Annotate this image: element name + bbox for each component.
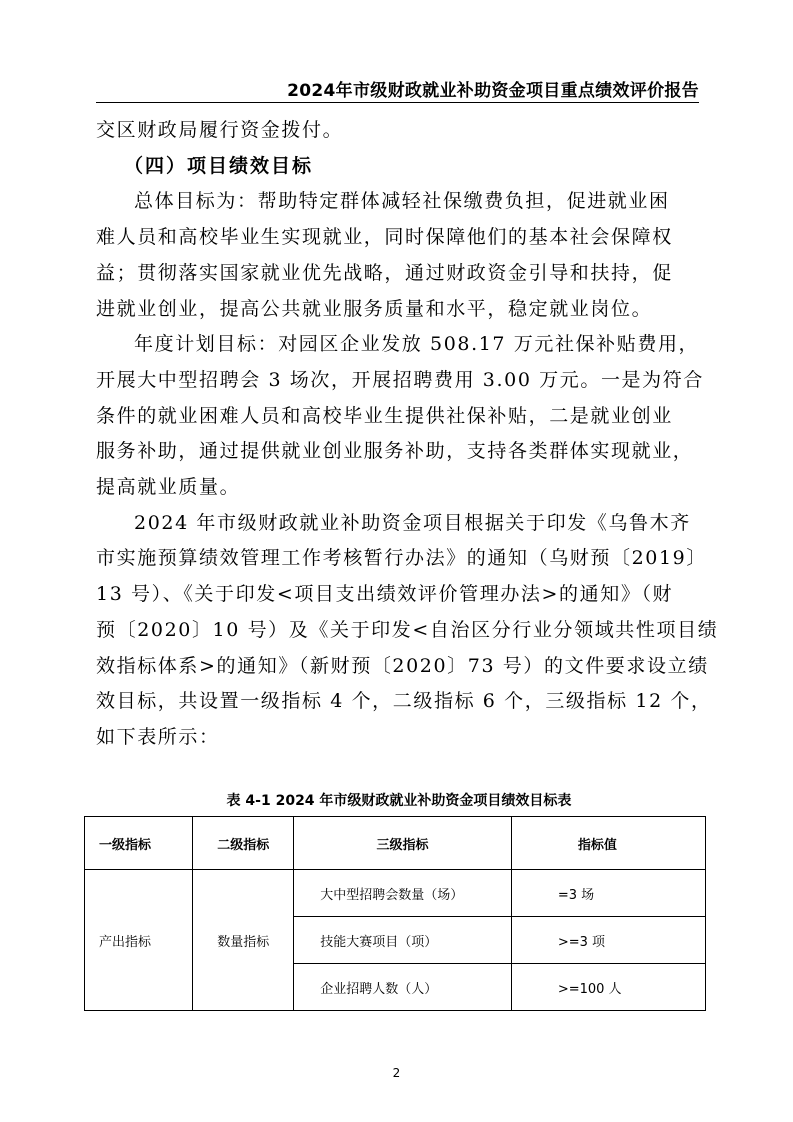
indicator-value-cell: >=3 项 — [511, 917, 705, 964]
paragraph-line: 进就业创业，提高公共就业服务质量和水平，稳定就业岗位。 — [96, 297, 653, 320]
level3-indicator-cell: 技能大赛项目（项） — [294, 917, 512, 964]
column-header: 三级指标 — [294, 817, 512, 870]
table-row — [85, 870, 706, 917]
paragraph-line: 交区财政局履行资金拨付。 — [96, 119, 344, 141]
level1-indicator-cell: 产出指标 — [85, 870, 193, 1011]
paragraph-line: 如下表所示： — [96, 725, 220, 748]
section-heading: （四）项目绩效目标 — [124, 154, 314, 177]
indicator-value-cell: >=100 人 — [511, 964, 705, 1011]
table-caption: 表 4-1 2024 年市级财政就业补助资金项目绩效目标表 — [226, 793, 572, 809]
header-title: 2024年市级财政就业补助资金项目重点绩效评价报告 — [287, 81, 699, 101]
paragraph-line: 难人员和高校毕业生实现就业，同时保障他们的基本社会保障权 — [96, 226, 673, 249]
level3-indicator-cell: 大中型招聘会数量（场） — [294, 870, 512, 917]
page-number: 2 — [392, 1066, 401, 1080]
paragraph-line: 条件的就业困难人员和高校毕业生提供社保补贴，二是就业创业 — [96, 404, 673, 427]
paragraph-line: 提高就业质量。 — [96, 476, 241, 499]
level3-indicator-cell: 企业招聘人数（人） — [294, 964, 512, 1011]
level2-indicator-cell: 数量指标 — [193, 870, 294, 1011]
paragraph-line: 预〔2020〕10 号）及《关于印发<自治区分行业分领域共性项目绩 — [96, 618, 719, 641]
paragraph-line: 总体目标为：帮助特定群体减轻社保缴费负担，促进就业困 — [134, 190, 670, 213]
table-header-row — [85, 817, 706, 870]
paragraph-line: 市实施预算绩效管理工作考核暂行办法》的通知（乌财预〔2019〕 — [96, 547, 707, 570]
page-header — [96, 74, 699, 103]
paragraph-line: 益；贯彻落实国家就业优先战略，通过财政资金引导和扶持，促 — [96, 261, 673, 284]
paragraph-line: 效指标体系>的通知》（新财预〔2020〕73 号）的文件要求设立绩 — [96, 654, 709, 677]
indicator-value-cell: =3 场 — [511, 870, 705, 917]
paragraph-line: 服务补助，通过提供就业创业服务补助，支持各类群体实现就业， — [96, 440, 694, 463]
column-header: 二级指标 — [193, 817, 294, 870]
column-header: 一级指标 — [85, 817, 193, 870]
paragraph-line: 13 号）、《关于印发<项目支出绩效评价管理办法>的通知》（财 — [96, 583, 674, 606]
column-header: 指标值 — [511, 817, 705, 870]
paragraph-line: 年度计划目标：对园区企业发放 508.17 万元社保补贴费用， — [134, 333, 700, 356]
paragraph-line: 2024 年市级财政就业补助资金项目根据关于印发《乌鲁木齐 — [134, 511, 691, 534]
paragraph-line: 开展大中型招聘会 3 场次，开展招聘费用 3.00 万元。一是为符合 — [96, 368, 704, 391]
performance-target-table — [84, 816, 706, 1011]
document-body — [96, 113, 719, 756]
paragraph-line: 效目标，共设置一级指标 4 个，二级指标 6 个，三级指标 12 个， — [96, 690, 712, 713]
